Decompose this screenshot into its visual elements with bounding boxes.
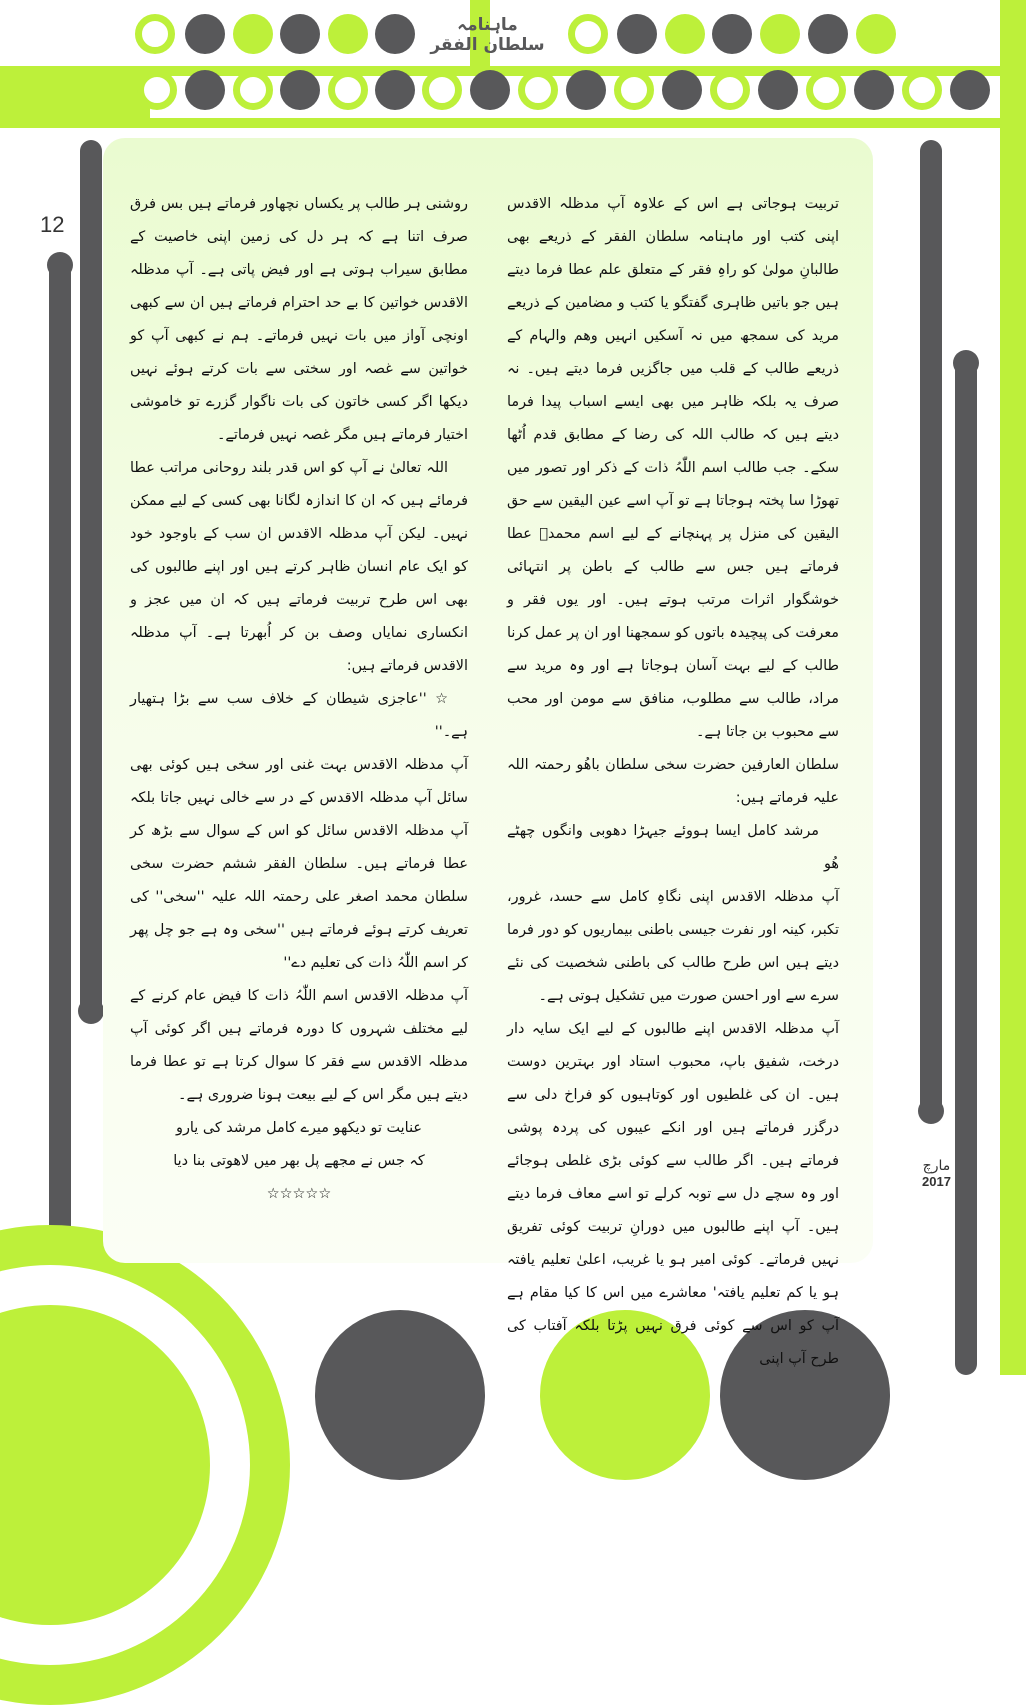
header-circle — [710, 70, 750, 110]
header-circle — [568, 14, 608, 54]
article-column-right — [507, 188, 839, 1376]
issue-year: 2017 — [922, 1174, 951, 1189]
header-circle — [328, 70, 368, 110]
header-circle — [662, 70, 702, 110]
header-circle — [233, 70, 273, 110]
bottom-circle — [315, 1310, 485, 1480]
left-rail — [49, 256, 71, 1316]
header-circle — [950, 70, 990, 110]
header-circle — [808, 14, 848, 54]
paragraph: آپ مدظلہ الاقدس بہت غنی اور سخی ہیں کوئی بھی سائل آپ مدظلہ الاقدس کے در سے خالی نہیں جاتا بلکہ آپ مدظلہ الاقدس سائل کو اس کے سوال سے بڑھ کر عطا فرماتے ہیں۔ سلطان الفقر ششم حضرت سخی سلطان محمد اصغر علی رحمتہ اللہ علیہ ''سخی'' کی تعریف کرتے ہوئے فرماتے ہیں ''سخی وہ ہے جو چل پھر کر اسم اللّٰہُ ذات کی تعلیم دے'' — [130, 757, 468, 971]
paragraph: تربیت ہوجاتی ہے اس کے علاوہ آپ مدظلہ الاقدس اپنی کتب اور ماہنامہ سلطان الفقر کے ذریعے بھی طالبانِ مولیٰ کو راہِ فقر کے متعلق علم عطا فرما دیتے ہیں جو باتیں ظاہری گفتگو یا کتب و مضامین کے ذریعے مرید کی سمجھ میں نہ آسکیں انہیں وھم والہام کے ذریعے طالب کے قلب میں جاگزیں فرما دیتے ہیں۔ نہ صرف یہ بلکہ ظاہر میں بھی ایسے اسباب پیدا فرما دیتے ہیں کہ طالب اللہ کی رضا کے مطابق قدم اُٹھا سکے۔ جب طالب اسم اللّٰہُ ذات کے ذکر اور تصور میں تھوڑا سا پختہ ہوجاتا ہے تو آپ اسے عین الیقین سے حق الیقین کی منزل پر پہنچانے کے لیے اسم محمدؐ عطا فرماتے ہیں جس سے طالب کے باطن پر انتہائی خوشگوار اثرات مرتب ہوتے ہیں۔ اور یوں فقر و معرفت کی پیچیدہ باتوں کو سمجھنا اور ان پر عمل کرنا طالب کے لیے بہت آسان ہوجاتا ہے اور وہ مرید سے مراد، طالب سے مطلوب، منافق سے مومن اور محب سے محبوب بن جاتا ہے۔ — [507, 196, 839, 740]
header-circle — [806, 70, 846, 110]
header-circle — [566, 70, 606, 110]
poetry-line: کہ جس نے مجھے پل بھر میں لاھوتی بنا دیا — [173, 1153, 425, 1169]
paragraph: سلطان العارفین حضرت سخی سلطان باھُو رحمتہ اللہ علیہ فرماتے ہیں: — [507, 757, 839, 806]
header-circle — [422, 70, 462, 110]
header-circle — [518, 70, 558, 110]
header-circle — [470, 70, 510, 110]
paragraph: آپ مدظلہ الاقدس اپنے طالبوں کے لیے ایک سایہ دار درخت، شفیق باپ، محبوب استاد اور بہترین دوست ہیں۔ ان کی غلطیوں اور کوتاہیوں کو فراخ دلی سے درگزر فرماتے ہیں اور انکے عیبوں کی پردہ پوشی فرماتے ہیں۔ اگر طالب سے کوئی بڑی غلطی ہوجائے اور وہ سچے دل سے توبہ کرلے تو اسے معاف فرما دیتے ہیں۔ آپ اپنے طالبوں میں دورانِ تربیت کوئی تفریق نہیں فرماتے۔ کوئی امیر ہو یا غریب، اعلیٰ تعلیم یافتہ ہو یا کم تعلیم یافتہ' معاشرے میں اس کا کیا مقام ہے آپ کو اس سے کوئی فرق نہیں پڑتا بلکہ آفتاب کی طرح آپ اپنی — [507, 1021, 839, 1367]
left-rail-knob — [78, 998, 104, 1024]
article-column-left — [130, 188, 468, 1211]
poetry-line: مرشد کامل ایسا ہووئے جیہڑا دھوبی وانگوں چھٹے ھُو — [507, 823, 839, 872]
masthead-logo: ماہنامہ سلطان الفقر — [430, 15, 545, 55]
left-green-block — [0, 66, 150, 128]
header-circle — [854, 70, 894, 110]
issue-month: مارچ — [922, 1158, 951, 1174]
header-circle — [233, 14, 273, 54]
paragraph: اللہ تعالیٰ نے آپ کو اس قدر بلند روحانی مراتب عطا فرمائے ہیں کہ ان کا اندازہ لگانا بھی کسی کے لیے ممکن نہیں۔ لیکن آپ مدظلہ الاقدس ان سب کے باوجود خود کو ایک عام انسان ظاہر کرتے ہیں اور اپنے طالبوں کی بھی اس طرح تربیت فرماتے ہیں کہ ان میں عجز و انکساری نمایاں وصف بن کر اُبھرتا ہے۔ آپ مدظلہ الاقدس فرماتے ہیں: — [130, 460, 468, 674]
quote-line: ☆ ''عاجزی شیطان کے خلاف سب سے بڑا ہتھیار ہے۔'' — [130, 691, 468, 740]
header-band-bottom — [0, 118, 1026, 128]
header-circle — [902, 70, 942, 110]
issue-date — [922, 1158, 951, 1190]
header-circle — [135, 14, 175, 54]
right-rail-knob — [953, 350, 979, 376]
right-rail-knob — [918, 1098, 944, 1124]
right-rail — [955, 360, 977, 1375]
star-divider: ☆☆☆☆☆ — [266, 1186, 332, 1202]
left-rail-inner — [80, 140, 102, 1020]
poetry-line: عنایت تو دیکھو میرے کامل مرشد کی یارو — [176, 1120, 422, 1136]
paragraph: روشنی ہر طالب پر یکساں نچھاور فرماتے ہیں بس فرق صرف اتنا ہے کہ ہر دل کی زمین اپنی خاصیت کے مطابق سیراب ہوتی ہے اور فیض پاتی ہے۔ آپ مدظلہ الاقدس خواتین کا بے حد احترام فرماتے ہیں ان سے کبھی اونچی آواز میں بات نہیں فرماتے۔ ہم نے کبھی آپ کو خواتین سے غصہ اور سختی سے بات کرتے ہوئے نہیں دیکھا اگر کسی خاتون کی بات ناگوار گزرے تو خاموشی اختیار فرماتے ہیں مگر غصہ نہیں فرماتے۔ — [130, 196, 468, 443]
header-circle — [137, 70, 177, 110]
header-circle — [856, 14, 896, 54]
right-green-strip — [1000, 0, 1026, 1375]
left-rail-knob — [47, 252, 73, 278]
header-circle — [375, 70, 415, 110]
header-circle — [280, 70, 320, 110]
header-circle — [375, 14, 415, 54]
paragraph: آپ مدظلہ الاقدس اسم اللّٰہُ ذات کا فیض عام کرنے کے لیے مختلف شہروں کا دورہ فرماتے ہیں اگر کوئی آپ مدظلہ الاقدس سے فقر کا سوال کرتا ہے تو عطا فرما دیتے ہیں مگر اس کے لیے بیعت ہونا ضروری ہے۔ — [130, 988, 468, 1103]
header-circle — [185, 14, 225, 54]
header-circle — [665, 14, 705, 54]
header-circle — [760, 14, 800, 54]
paragraph: آپ مدظلہ الاقدس اپنی نگاہِ کامل سے حسد، غرور، تکبر، کینہ اور نفرت جیسی باطنی بیماریوں کو دور فرما دیتے ہیں اس طرح طالب کی باطنی شخصیت کی نئے سرے سے اور احسن صورت میں تشکیل ہوتی ہے۔ — [507, 889, 839, 1004]
header-circle — [758, 70, 798, 110]
header-circle — [712, 14, 752, 54]
header-circle — [280, 14, 320, 54]
header-circle — [328, 14, 368, 54]
header-circle — [617, 14, 657, 54]
right-rail-inner — [920, 140, 942, 1120]
page-number: 12 — [40, 212, 65, 237]
header-circle — [614, 70, 654, 110]
header-circle — [185, 70, 225, 110]
